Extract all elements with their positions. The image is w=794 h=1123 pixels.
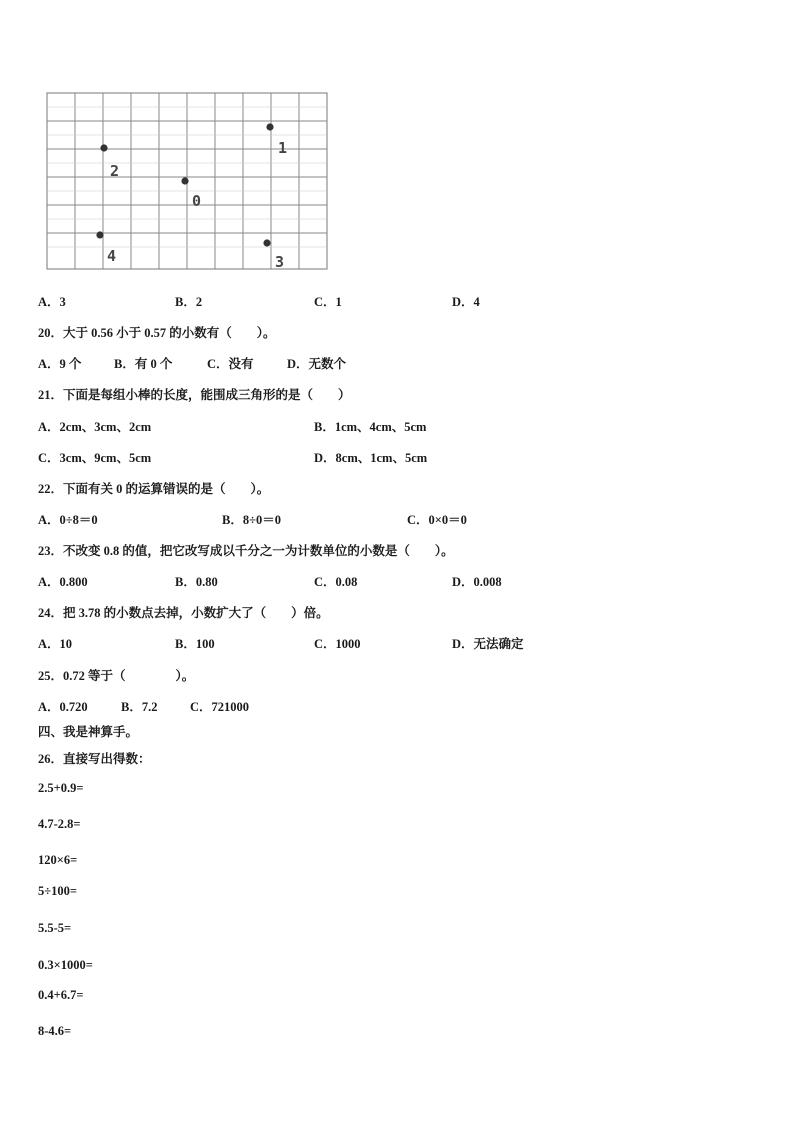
q24-option-c: C．1000: [314, 637, 361, 651]
q21-stem: 21．下面是每组小棒的长度，能围成三角形的是（ ）: [38, 388, 351, 402]
q26-item-4: 5÷100=: [38, 884, 77, 898]
point-4: [96, 231, 103, 238]
q20-option-d: D．无数个: [287, 357, 347, 371]
q21-option-c: C．3cm、9cm、5cm: [38, 451, 152, 465]
point-3: [263, 239, 270, 246]
grid-figure: [44, 90, 330, 272]
q24-stem: 24．把 3.78 的小数点去掉，小数扩大了（ ）倍。: [38, 606, 329, 620]
q23-option-b: B．0.80: [175, 575, 218, 589]
q22-option-b: B．8÷0＝0: [222, 513, 281, 527]
q26-stem: 26．直接写出得数：: [38, 752, 151, 766]
q20-option-b: B．有 0 个: [114, 357, 173, 371]
q23-option-d: D．0.008: [452, 575, 502, 589]
point-2: [100, 144, 107, 151]
q22-stem: 22．下面有关 0 的运算错误的是（ ）。: [38, 482, 270, 496]
q19-option-a: A．3: [38, 295, 66, 309]
q20-option-a: A．9 个: [38, 357, 82, 371]
point-label-2: 2: [110, 162, 120, 180]
q20-stem: 20．大于 0.56 小于 0.57 的小数有（ ）。: [38, 326, 276, 340]
point-0: [181, 177, 188, 184]
point-label-3: 3: [275, 253, 285, 271]
point-label-1: 1: [278, 139, 288, 157]
q19-option-c: C．1: [314, 295, 342, 309]
q21-option-d: D．8cm、1cm、5cm: [314, 451, 428, 465]
q26-item-7: 0.4+6.7=: [38, 988, 84, 1002]
q22-option-c: C．0×0＝0: [407, 513, 467, 527]
q25-option-c: C．721000: [190, 700, 250, 714]
q24-option-b: B．100: [175, 637, 215, 651]
q25-stem: 25．0.72 等于（ ）。: [38, 669, 195, 683]
q21-option-a: A．2cm、3cm、2cm: [38, 420, 152, 434]
q24-option-a: A．10: [38, 637, 73, 651]
q23-stem: 23．不改变 0.8 的值，把它改写成以千分之一为计数单位的小数是（ ）。: [38, 544, 454, 558]
point-1: [266, 123, 273, 130]
q24-option-d: D．无法确定: [452, 637, 524, 651]
point-label-0: 0: [192, 192, 202, 210]
q23-option-c: C．0.08: [314, 575, 358, 589]
section-4-title: 四、我是神算手。: [38, 725, 139, 739]
q26-item-8: 8-4.6=: [38, 1024, 72, 1038]
q25-option-a: A．0.720: [38, 700, 88, 714]
q25-option-b: B．7.2: [121, 700, 158, 714]
q23-option-a: A．0.800: [38, 575, 88, 589]
point-label-4: 4: [107, 247, 117, 265]
q26-item-3: 120×6=: [38, 853, 78, 867]
q26-item-1: 2.5+0.9=: [38, 781, 84, 795]
q26-item-6: 0.3×1000=: [38, 958, 93, 972]
q22-option-a: A．0÷8＝0: [38, 513, 98, 527]
q19-option-d: D．4: [452, 295, 480, 309]
q19-option-b: B．2: [175, 295, 203, 309]
q26-item-2: 4.7-2.8=: [38, 817, 81, 831]
q26-item-5: 5.5-5=: [38, 921, 72, 935]
q20-option-c: C．没有: [207, 357, 254, 371]
q21-option-b: B．1cm、4cm、5cm: [314, 420, 427, 434]
